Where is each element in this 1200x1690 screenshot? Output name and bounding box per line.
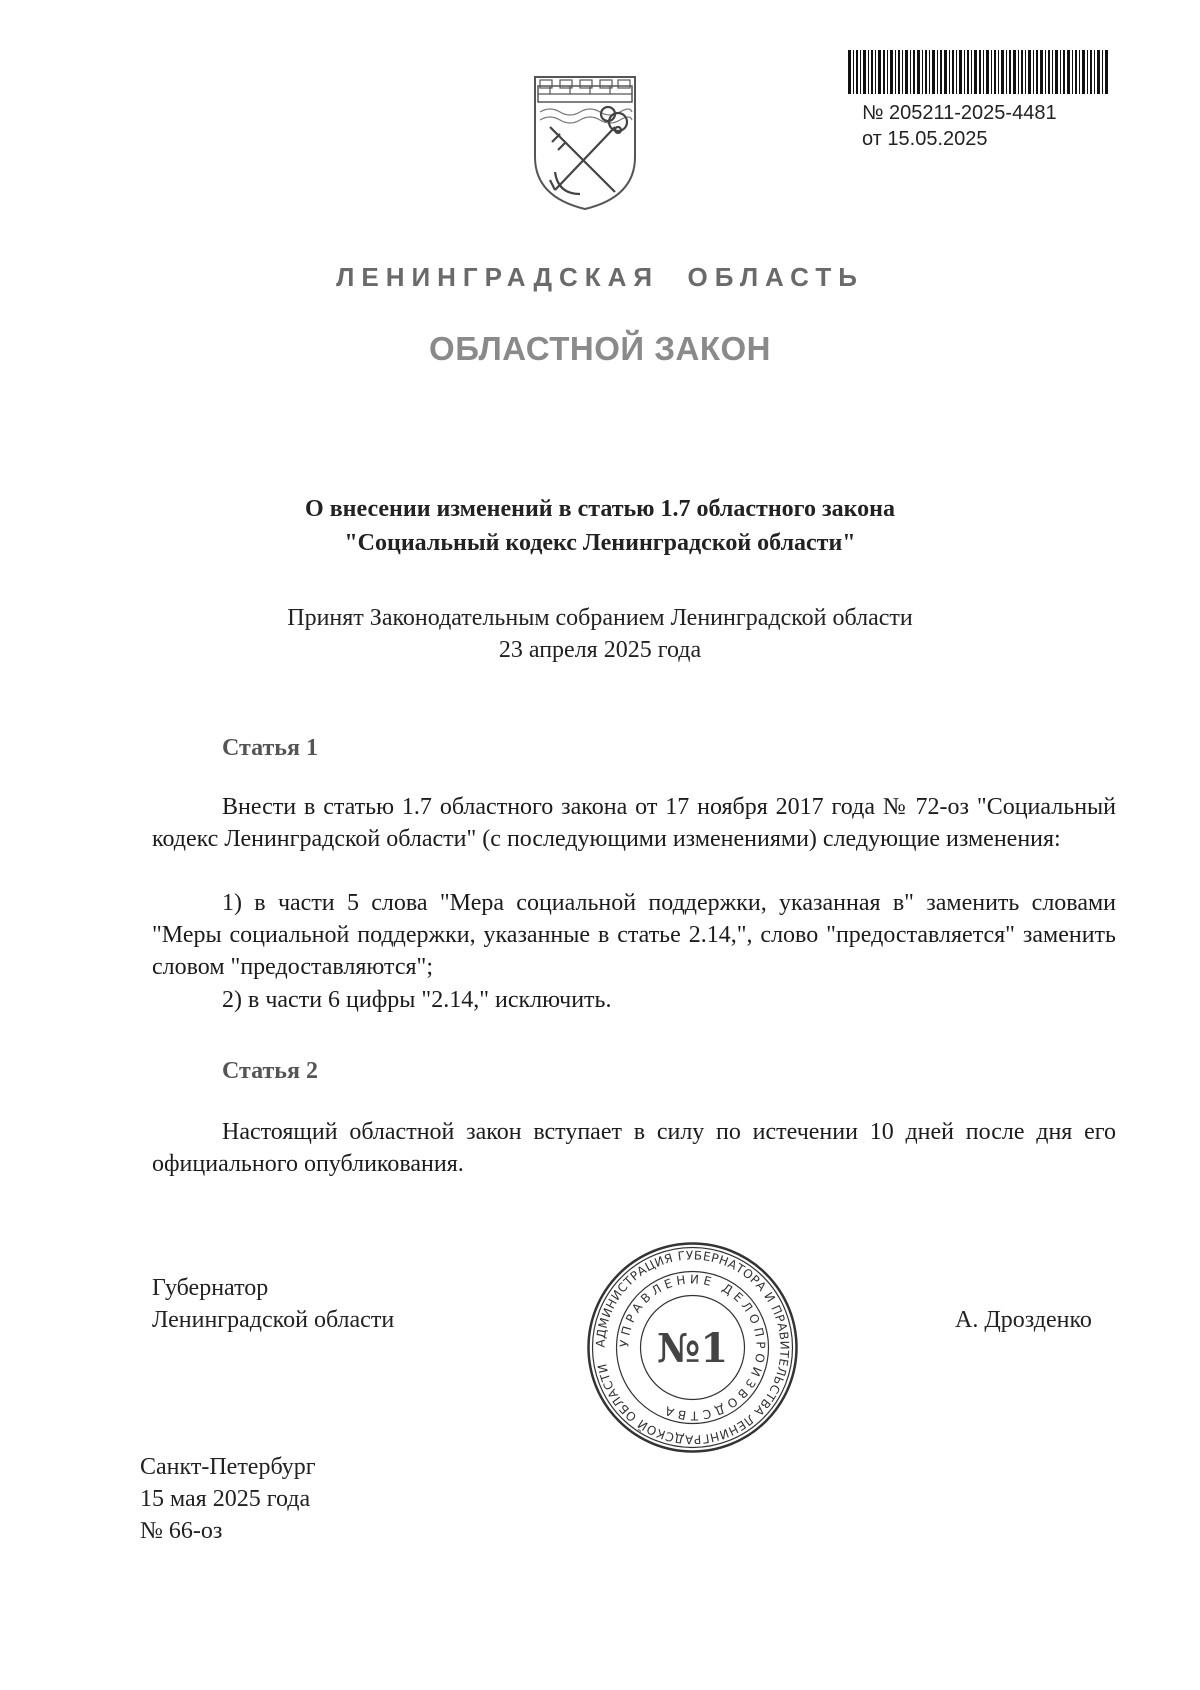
article-1-intro: Внести в статью 1.7 областного закона от 17 ноября 2017 года № 72-оз "Социальный кодекс Ленинградской области" (с последующими изменениями) следующие изменения: bbox=[152, 794, 1116, 852]
adoption-note-line-1: Принят Законодательным собранием Ленинградской области bbox=[287, 605, 913, 631]
seal-outer-text: АДМИНИСТРАЦИЯ ГУБЕРНАТОРА И ПРАВИТЕЛЬСТВА ЛЕНИНГРАДСКОЙ ОБЛАСТИ bbox=[593, 1248, 792, 1447]
law-type-title: ОБЛАСТНОЙ ЗАКОН bbox=[429, 330, 771, 367]
article-1-heading: Статья 1 bbox=[222, 735, 318, 761]
signing-place: Санкт-Петербург bbox=[140, 1454, 316, 1480]
law-title-line-1: О внесении изменений в статью 1.7 областного закона bbox=[305, 496, 895, 522]
registration-number: № 205211-2025-4481 bbox=[862, 102, 1057, 124]
signatory-title bbox=[152, 1272, 394, 1336]
article-2-text: Настоящий областной закон вступает в силу по истечении 10 дней после дня его официального опубликования. bbox=[152, 1119, 1116, 1177]
region-title: ЛЕНИНГРАДСКАЯ ОБЛАСТЬ bbox=[336, 262, 864, 292]
seal-inner-text: УПРАВЛЕНИЕ ДЕЛОПРОИЗВОДСТВА bbox=[617, 1272, 768, 1423]
law-title-line-2: "Социальный кодекс Ленинградской области" bbox=[344, 530, 856, 556]
article-1-item-1: 1) в части 5 слова "Мера социальной поддержки, указанная в" заменить словами "Меры социальной поддержки, указанные в статье 2.14,", слово "предоставляется" заменить словом "предоставляются"; bbox=[152, 890, 1116, 980]
article-1-item-2: 2) в части 6 цифры "2.14," исключить. bbox=[222, 987, 612, 1013]
registration-date: от 15.05.2025 bbox=[862, 128, 988, 150]
signatory-title-line-1: Губернатор bbox=[152, 1275, 269, 1301]
signatory-name: А. Дрозденко bbox=[955, 1307, 1092, 1333]
barcode-icon bbox=[848, 50, 1108, 94]
adoption-note-line-2: 23 апреля 2025 года bbox=[498, 637, 702, 663]
law-number: № 66-оз bbox=[140, 1518, 223, 1544]
coat-of-arms-icon bbox=[530, 72, 640, 212]
seal-center-text: №1 bbox=[656, 1325, 729, 1372]
article-2-heading: Статья 2 bbox=[222, 1058, 318, 1084]
signatory-title-line-2: Ленинградской области bbox=[152, 1307, 395, 1333]
official-seal-stamp bbox=[585, 1240, 800, 1455]
signing-date: 15 мая 2025 года bbox=[140, 1486, 311, 1512]
